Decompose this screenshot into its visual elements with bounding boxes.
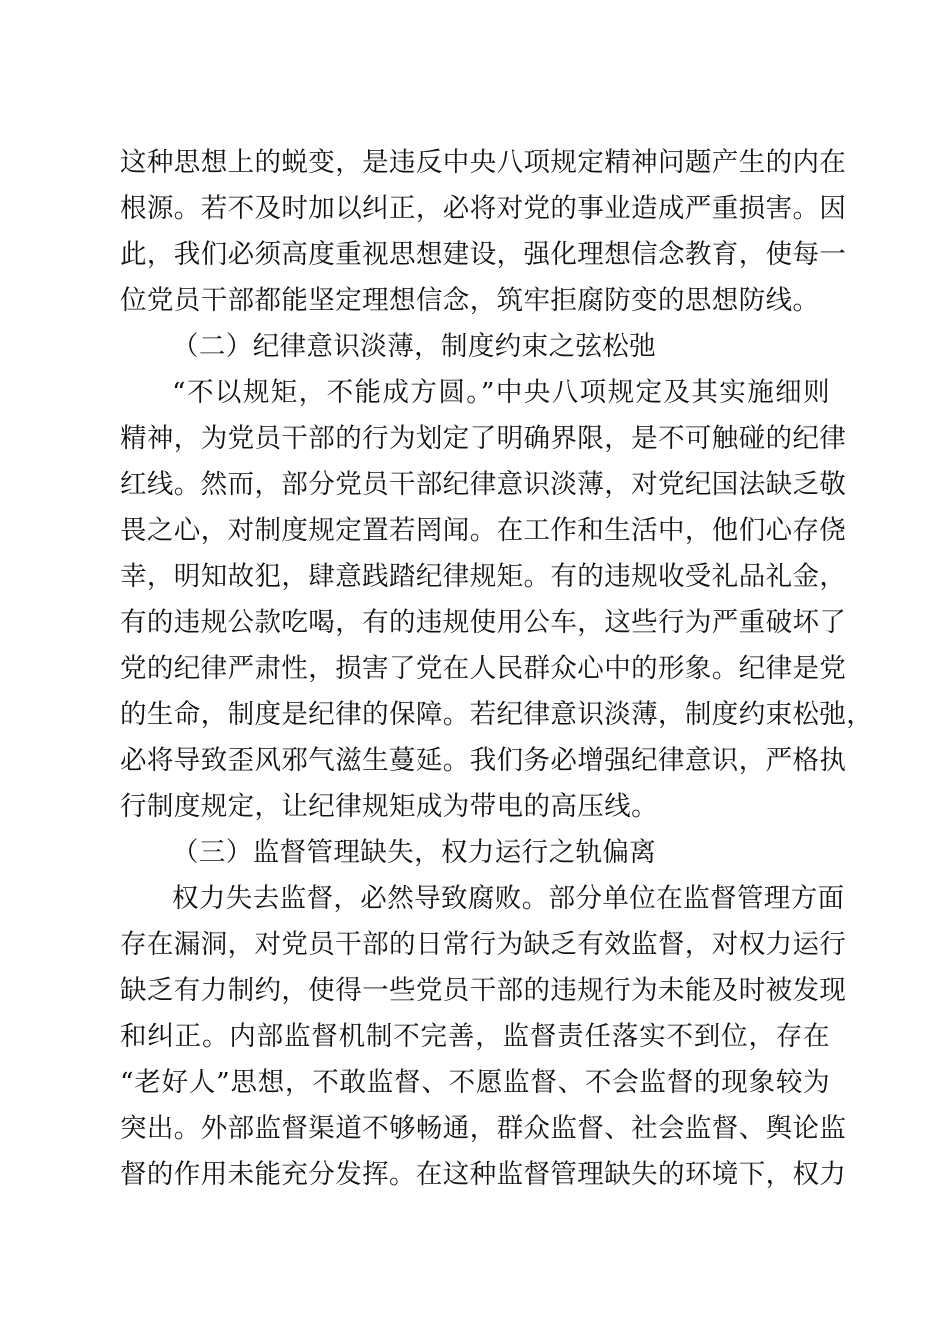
- paragraph-line: 精神，为党员干部的行为划定了明确界限，是不可触碰的纪律: [120, 423, 847, 454]
- paragraph-line: 和纠正。内部监督机制不完善，监督责任落实不到位，存在: [120, 1021, 830, 1052]
- section-heading: （二）纪律意识淡薄，制度约束之弦松弛: [172, 331, 657, 362]
- paragraph-line: “不以规矩，不能成方圆。”中央八项规定及其实施细则: [172, 377, 830, 408]
- paragraph-line: 畏之心，对制度规定置若罔闻。在工作和生活中，他们心存侥: [120, 515, 847, 546]
- paragraph-line: 行制度规定，让纪律规矩成为带电的高压线。: [120, 791, 658, 822]
- paragraph-line: 存在漏洞，对党员干部的日常行为缺乏有效监督，对权力运行: [120, 929, 847, 960]
- paragraph-line: 必将导致歪风邪气滋生蔓延。我们务必增强纪律意识，严格执: [120, 745, 847, 776]
- paragraph-line: 红线。然而，部分党员干部纪律意识淡薄，对党纪国法缺乏敬: [120, 469, 847, 500]
- paragraph-line: 此，我们必须高度重视思想建设，强化理想信念教育，使每一: [120, 239, 847, 270]
- paragraph-line: 的生命，制度是纪律的保障。若纪律意识淡薄，制度约束松弛，: [120, 699, 874, 730]
- paragraph-line: 幸，明知故犯，肆意践踏纪律规矩。有的违规收受礼品礼金，: [120, 561, 847, 592]
- paragraph-line: 位党员干部都能坚定理想信念，筑牢拒腐防变的思想防线。: [120, 285, 820, 316]
- paragraph-line: 缺乏有力制约，使得一些党员干部的违规行为未能及时被发现: [120, 975, 847, 1006]
- paragraph-line: 根源。若不及时加以纠正，必将对党的事业造成严重损害。因: [120, 193, 847, 224]
- paragraph-line: 督的作用未能充分发挥。在这种监督管理缺失的环境下，权力: [120, 1159, 847, 1190]
- section-heading: （三）监督管理缺失，权力运行之轨偏离: [172, 837, 657, 868]
- paragraph-line: “老好人”思想，不敢监督、不愿监督、不会监督的现象较为: [120, 1067, 830, 1098]
- paragraph-line: 这种思想上的蜕变，是违反中央八项规定精神问题产生的内在: [120, 147, 847, 178]
- paragraph-line: 权力失去监督，必然导致腐败。部分单位在监督管理方面: [172, 883, 845, 914]
- paragraph-line: 突出。外部监督渠道不够畅通，群众监督、社会监督、舆论监: [120, 1113, 847, 1144]
- paragraph-line: 党的纪律严肃性，损害了党在人民群众心中的形象。纪律是党: [120, 653, 847, 684]
- paragraph-line: 有的违规公款吃喝，有的违规使用公车，这些行为严重破坏了: [120, 607, 847, 638]
